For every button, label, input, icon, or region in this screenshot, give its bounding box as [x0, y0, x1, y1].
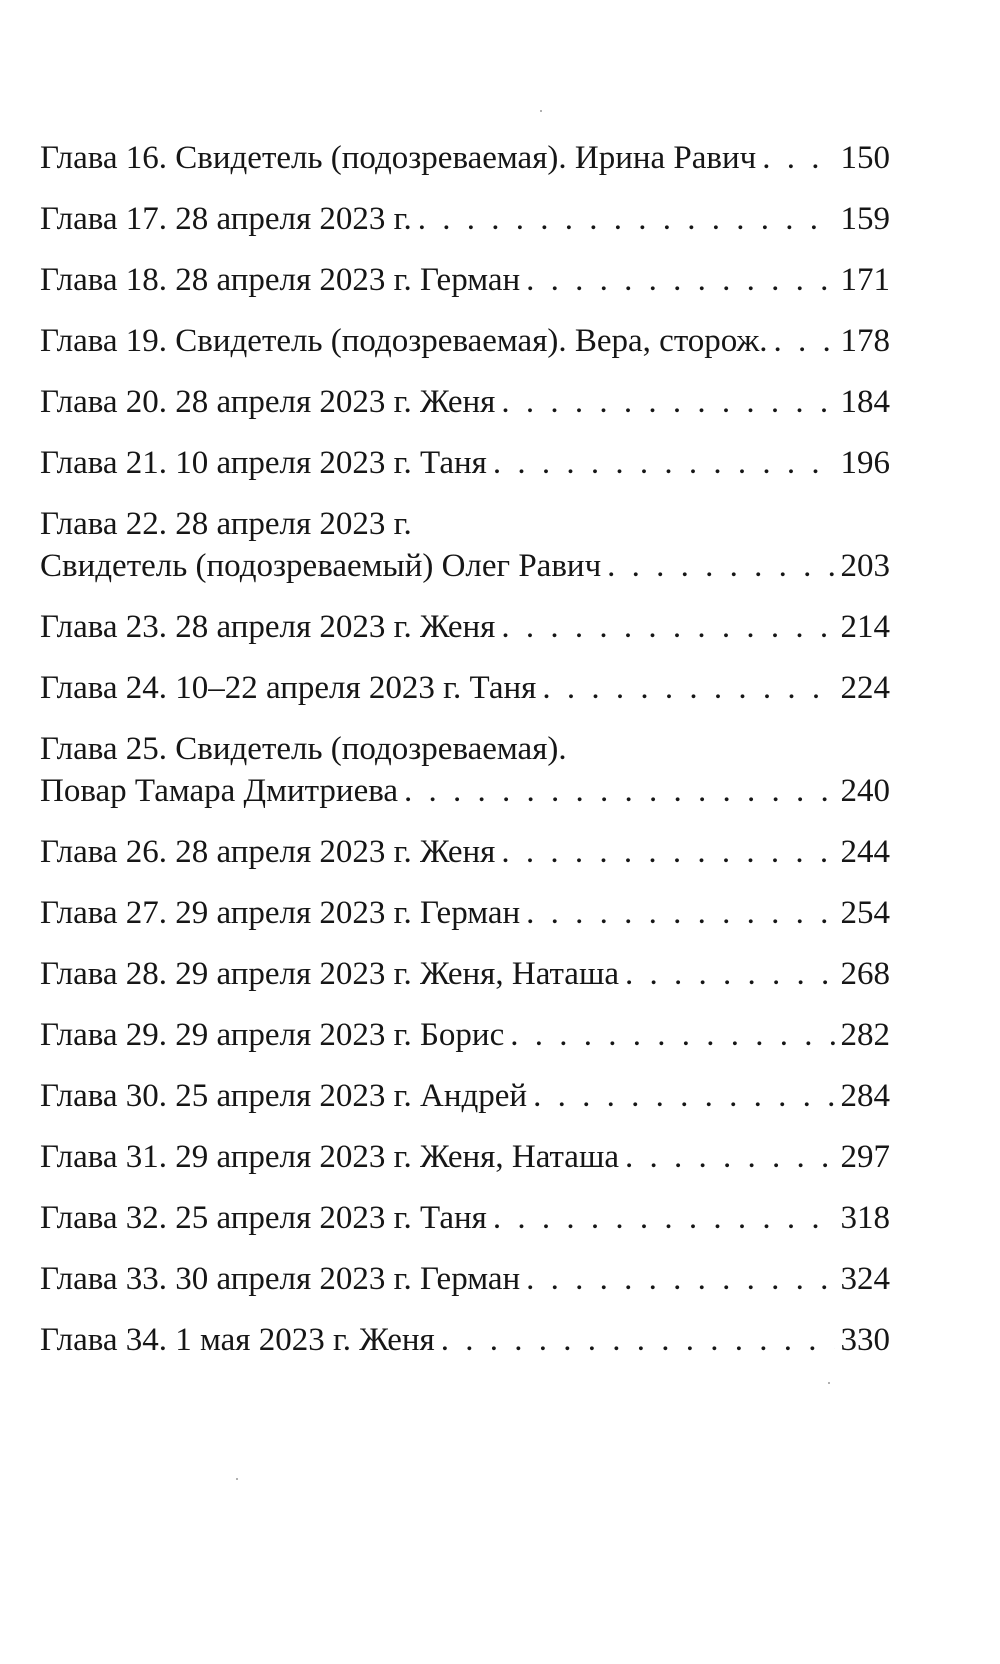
toc-entry: [40, 137, 890, 179]
toc-entry: [40, 728, 890, 812]
toc-line: [40, 442, 890, 484]
toc-line: [40, 1319, 890, 1361]
dot-leader: [441, 1319, 835, 1361]
toc-line: [40, 953, 890, 995]
dot-leader: [501, 381, 834, 423]
chapter-title: Свидетель (подозреваемый) Олег Равич: [40, 548, 602, 584]
toc-line: [40, 1136, 890, 1178]
toc-line: [40, 1014, 890, 1056]
dot-leader: [510, 1014, 834, 1056]
print-speck: [236, 1478, 238, 1480]
toc-line: [40, 892, 890, 934]
page-number: 244: [840, 834, 890, 870]
toc-line: [40, 831, 890, 873]
chapter-title: Глава 24. 10–22 апреля 2023 г. Таня: [40, 670, 537, 706]
chapter-title: Глава 23. 28 апреля 2023 г. Женя: [40, 609, 496, 645]
chapter-title: Глава 31. 29 апреля 2023 г. Женя, Наташа: [40, 1139, 620, 1175]
toc-line: [40, 259, 890, 301]
page-number: 268: [840, 956, 890, 992]
page-number: 254: [840, 895, 890, 931]
dot-leader: [493, 442, 835, 484]
dot-leader: [607, 545, 834, 587]
chapter-title: Глава 26. 28 апреля 2023 г. Женя: [40, 834, 496, 870]
chapter-title: Глава 21. 10 апреля 2023 г. Таня: [40, 445, 487, 481]
chapter-title: Глава 28. 29 апреля 2023 г. Женя, Наташа: [40, 956, 620, 992]
dot-leader: [501, 606, 834, 648]
toc-entry: [40, 198, 890, 240]
page-number: 318: [840, 1200, 890, 1236]
page-number: 282: [840, 1017, 890, 1053]
page-number: 171: [840, 262, 890, 298]
toc-entry: [40, 831, 890, 873]
toc-line: [40, 137, 890, 179]
dot-leader: [404, 770, 834, 812]
toc-line: [40, 545, 890, 587]
table-of-contents: [40, 137, 890, 1380]
toc-entry: [40, 259, 890, 301]
toc-line: [40, 1258, 890, 1300]
toc-entry: [40, 320, 890, 362]
dot-leader: [418, 198, 835, 240]
chapter-title: Глава 19. Свидетель (подозреваемая). Вера, сторож.: [40, 323, 768, 359]
chapter-title: Повар Тамара Дмитриева: [40, 773, 399, 809]
toc-line: [40, 381, 890, 423]
chapter-title: Глава 16. Свидетель (подозреваемая). Ирина Равич: [40, 140, 757, 176]
page-number: 159: [840, 201, 890, 237]
toc-entry: [40, 1319, 890, 1361]
toc-entry: [40, 667, 890, 709]
toc-line: [40, 320, 890, 362]
dot-leader: [542, 667, 834, 709]
toc-entry: [40, 503, 890, 587]
page-number: 324: [840, 1261, 890, 1297]
toc-entry: [40, 381, 890, 423]
print-speck: [540, 110, 542, 112]
dot-leader: [526, 892, 834, 934]
page-number: 214: [840, 609, 890, 645]
toc-entry: [40, 1075, 890, 1117]
chapter-title: Глава 32. 25 апреля 2023 г. Таня: [40, 1200, 487, 1236]
chapter-title: Глава 22. 28 апреля 2023 г.: [40, 506, 412, 542]
toc-line: [40, 667, 890, 709]
dot-leader: [762, 137, 834, 179]
toc-line: [40, 503, 890, 545]
chapter-title: Глава 34. 1 мая 2023 г. Женя: [40, 1322, 435, 1358]
print-speck: [828, 1382, 830, 1384]
page-number: 178: [840, 323, 890, 359]
chapter-title: Глава 17. 28 апреля 2023 г.: [40, 201, 412, 237]
toc-entry: [40, 1258, 890, 1300]
chapter-title: Глава 25. Свидетель (подозреваемая).: [40, 731, 567, 767]
chapter-title: Глава 20. 28 апреля 2023 г. Женя: [40, 384, 496, 420]
toc-line: [40, 728, 890, 770]
chapter-title: Глава 30. 25 апреля 2023 г. Андрей: [40, 1078, 528, 1114]
toc-entry: [40, 606, 890, 648]
page-number: 284: [840, 1078, 890, 1114]
toc-entry: [40, 892, 890, 934]
toc-line: [40, 198, 890, 240]
toc-entry: [40, 1197, 890, 1239]
page-number: 330: [840, 1322, 890, 1358]
toc-line: [40, 606, 890, 648]
page-number: 150: [840, 140, 890, 176]
page-number: 203: [840, 548, 890, 584]
dot-leader: [774, 320, 835, 362]
page-number: 224: [840, 670, 890, 706]
dot-leader: [493, 1197, 835, 1239]
page-number: 297: [840, 1139, 890, 1175]
chapter-title: Глава 27. 29 апреля 2023 г. Герман: [40, 895, 521, 931]
chapter-title: Глава 18. 28 апреля 2023 г. Герман: [40, 262, 521, 298]
dot-leader: [533, 1075, 834, 1117]
page-number: 184: [840, 384, 890, 420]
dot-leader: [625, 1136, 834, 1178]
chapter-title: Глава 33. 30 апреля 2023 г. Герман: [40, 1261, 521, 1297]
toc-line: [40, 770, 890, 812]
toc-entry: [40, 442, 890, 484]
page-number: 196: [840, 445, 890, 481]
toc-entry: [40, 1014, 890, 1056]
dot-leader: [526, 259, 834, 301]
toc-line: [40, 1075, 890, 1117]
dot-leader: [501, 831, 834, 873]
toc-entry: [40, 953, 890, 995]
dot-leader: [526, 1258, 834, 1300]
chapter-title: Глава 29. 29 апреля 2023 г. Борис: [40, 1017, 505, 1053]
dot-leader: [625, 953, 834, 995]
toc-entry: [40, 1136, 890, 1178]
page-number: 240: [840, 773, 890, 809]
toc-line: [40, 1197, 890, 1239]
